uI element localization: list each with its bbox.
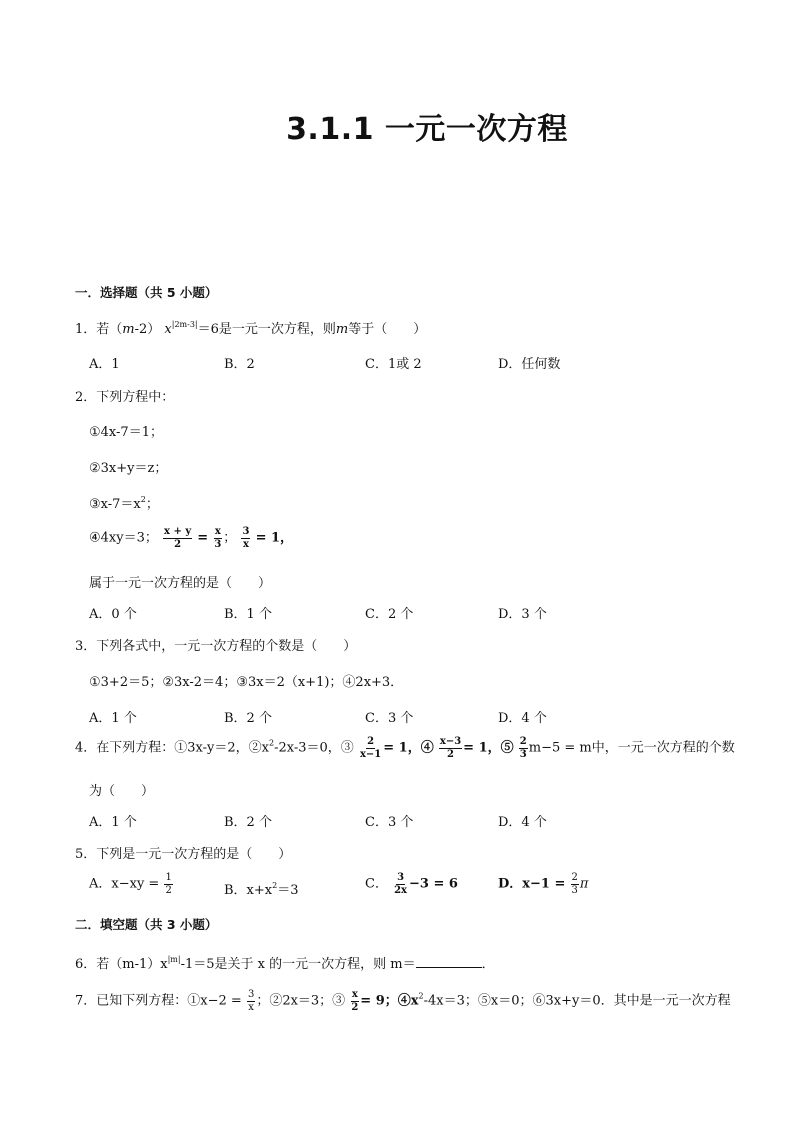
q7-text-c: = 9；④x — [360, 993, 419, 1009]
q1-exponent: |2m-3| — [171, 320, 198, 329]
q5-a-text: A．x−xy = — [89, 876, 160, 892]
q4-frac2-num: x−3 — [439, 736, 462, 747]
question-4 — [75, 736, 735, 760]
q5-option-b[interactable] — [224, 879, 298, 898]
q2-frac1-den: 2 — [174, 538, 182, 550]
q7-frac2-den: 2 — [351, 1001, 359, 1013]
q2-equals: = — [197, 530, 209, 546]
q5-b-sup: 2 — [272, 881, 278, 890]
q2-fraction-2 — [213, 526, 222, 550]
q1-option-a[interactable]: A．1 — [89, 357, 120, 372]
q2-frac2-den: 3 — [214, 538, 222, 550]
q2-frac3-num: 3 — [242, 526, 250, 537]
q7-fraction-1 — [247, 989, 255, 1013]
q5-c-tail: −3 = 6 — [409, 876, 458, 892]
q7-fraction-2 — [350, 989, 359, 1013]
q4-frac2-den: 2 — [447, 748, 454, 760]
q6-answer-blank[interactable] — [416, 956, 482, 968]
q4-fraction-3 — [519, 736, 528, 760]
q5-a-den: 2 — [165, 884, 172, 896]
question-3-stem: 3．下列各式中，一元一次方程的个数是（ ） — [75, 639, 357, 654]
q5-c-den: 2x — [394, 884, 408, 896]
q1-option-c[interactable]: C．1或 2 — [365, 357, 422, 372]
q2-question: 属于一元一次方程的是（ ） — [89, 576, 272, 591]
q2-item-3 — [89, 493, 159, 512]
q7-text-b: ；②2x＝3；③ — [256, 993, 346, 1009]
q6-text-c: ． — [481, 957, 495, 972]
q4-frac3-num: 2 — [519, 736, 527, 747]
q4-fraction-2 — [439, 736, 462, 760]
q5-c-num: 3 — [397, 872, 405, 883]
q2-equals-2: = 1， — [255, 530, 294, 546]
q5-c-fraction — [393, 872, 408, 896]
q4-text-a: 4．在下列方程：①3x-y＝2，②x — [75, 740, 269, 756]
q3-option-c[interactable]: C．3 个 — [365, 711, 414, 726]
q5-a-fraction — [164, 872, 172, 896]
section-heading-fill: 二．填空题（共 3 小题） — [75, 917, 218, 932]
q4-sup: 2 — [269, 738, 275, 748]
q5-d-den: 3 — [571, 884, 578, 896]
q1-option-b[interactable]: B．2 — [224, 357, 255, 372]
q1-tail: 等于（ ） — [348, 322, 427, 337]
q7-sup: 2 — [418, 991, 424, 1001]
q5-option-d[interactable] — [498, 872, 588, 896]
q4-option-d[interactable]: D．4 个 — [498, 815, 547, 830]
q2-item-4-text: ④4xy＝3； — [89, 530, 158, 546]
q2-fraction-1 — [163, 526, 192, 550]
q4-frac1-num: 2 — [367, 736, 375, 747]
q2-option-c[interactable]: C．2 个 — [365, 607, 414, 622]
q7-frac1-den: x — [248, 1001, 254, 1013]
q5-b-tail: ＝3 — [277, 883, 299, 898]
q6-text-a: 6．若（m-1）x — [75, 957, 168, 972]
q2-option-d[interactable]: D．3 个 — [498, 607, 547, 622]
q6-sup: |m| — [167, 955, 181, 964]
q1-var-x: x — [164, 322, 172, 337]
question-5-stem: 5．下列是一元一次方程的是（ ） — [75, 847, 292, 862]
q4-option-c[interactable]: C．3 个 — [365, 815, 414, 830]
q2-frac3-den: x — [242, 538, 249, 550]
q4-text-d: = 1，⑤ — [463, 740, 514, 756]
q4-text-e: m−5 = m中，一元一次方程的个数 — [528, 740, 735, 756]
q3-option-d[interactable]: D．4 个 — [498, 711, 547, 726]
q2-frac2-num: x — [214, 526, 221, 537]
q2-item-4 — [89, 526, 293, 550]
q5-d-num: 2 — [571, 872, 578, 883]
q2-option-a[interactable]: A．0 个 — [89, 607, 137, 622]
question-2-stem: 2．下列方程中： — [75, 390, 175, 405]
q4-line-2: 为（ ） — [89, 784, 155, 799]
q2-item-1: ①4x-7＝1； — [89, 425, 163, 440]
q7-frac2-num: x — [351, 989, 358, 1000]
q1-prefix: 1．若（ — [75, 322, 123, 337]
question-7 — [75, 989, 731, 1013]
q3-option-b[interactable]: B．2 个 — [224, 711, 272, 726]
q2-option-b[interactable]: B．1 个 — [224, 607, 272, 622]
q2-item-2: ②3x+y＝z； — [89, 461, 168, 476]
q5-d-fraction — [571, 872, 579, 896]
q5-a-num: 1 — [165, 872, 172, 883]
q4-frac1-den: x−1 — [359, 748, 382, 760]
q1-var-m2: m — [335, 322, 349, 337]
q2-sep: ； — [223, 530, 237, 546]
q4-option-a[interactable]: A．1 个 — [89, 815, 137, 830]
q1-paren: -2） — [134, 322, 161, 337]
q2-frac1-num: x + y — [164, 526, 192, 537]
q4-frac3-den: 3 — [519, 748, 527, 760]
q1-var-m: m — [122, 322, 135, 337]
q2-item-3-end: ； — [145, 497, 159, 512]
q7-frac1-num: 3 — [247, 989, 255, 1000]
section-heading-choice: 一．选择题（共 5 小题） — [75, 285, 218, 300]
q4-option-b[interactable]: B．2 个 — [224, 815, 272, 830]
q1-option-d[interactable]: D．任何数 — [498, 357, 561, 372]
page-title: 3.1.1 一元一次方程 — [286, 112, 568, 147]
q3-option-a[interactable]: A．1 个 — [89, 711, 137, 726]
q5-option-c[interactable] — [365, 872, 458, 896]
q4-text-c: = 1，④ — [383, 740, 434, 756]
q7-text-d: -4x＝3；⑤x＝0；⑥3x+y＝0．其中是一元一次方程 — [423, 993, 731, 1009]
q5-c-text: C． — [365, 876, 388, 892]
q4-text-b: -2x-3＝0，③ — [274, 740, 354, 756]
q5-option-a[interactable] — [89, 872, 174, 896]
q5-d-pi: π — [579, 876, 589, 892]
q1-text: ＝6是一元一次方程，则 — [197, 322, 336, 337]
q5-b-text: B．x+x — [224, 883, 273, 898]
q4-fraction-1 — [359, 736, 382, 760]
q2-fraction-3 — [241, 526, 250, 550]
q2-item-3-sup: 2 — [140, 495, 146, 504]
q5-d-text: D．x−1 = — [498, 876, 566, 892]
q7-text-a: 7．已知下列方程：①x−2 = — [75, 993, 242, 1009]
question-1 — [75, 318, 426, 337]
q6-text-b: -1＝5是关于 x 的一元一次方程，则 m＝ — [180, 957, 416, 972]
question-6 — [75, 953, 495, 972]
q2-item-3-text: ③x-7＝x — [89, 497, 141, 512]
q3-items: ①3+2＝5；②3x-2＝4；③3x＝2（x+1)；④2x+3． — [89, 675, 404, 690]
